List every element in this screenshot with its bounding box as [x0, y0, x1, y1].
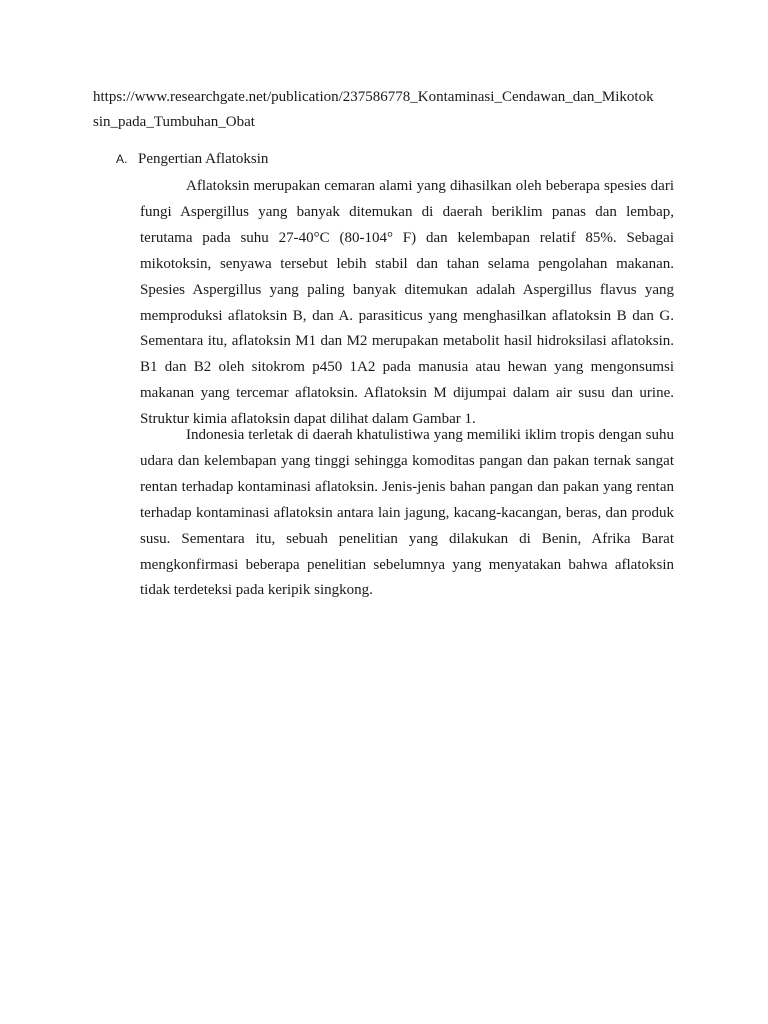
paragraph-indonesia-context: Indonesia terletak di daerah khatulistiwa yang memiliki iklim tropis dengan suhu udara dan kelembapan yang tinggi sehingga komoditas pangan dan pakan ternak sangat rentan terhadap kontaminasi aflatoksin. Jenis-jenis bahan pangan dan pakan yang rentan terhadap kontaminasi aflatoksin antara lain jagung, kacang-kacangan, beras, dan produk susu. Sementara itu, sebuah penelitian yang dilakukan di Benin, Afrika Barat mengkonfirmasi beberapa penelitian sebelumnya yang menyatakan bahwa aflatoksin tidak terdeteksi pada keripik singkong. — [140, 427, 674, 599]
section-title: Pengertian Aflatoksin — [138, 151, 269, 167]
list-marker: A. — [116, 152, 128, 166]
source-url-line-1: https://www.researchgate.net/publication/237586778_Kontaminasi_Cendawan_dan_Mikotok — [93, 89, 654, 105]
paragraph-aflatoksin-definition: Aflatoksin merupakan cemaran alami yang dihasilkan oleh beberapa spesies dari fungi Aspergillus yang banyak ditemukan di daerah beriklim panas dan lembap, terutama pada suhu 27-40°C (80-104° F) dan kelembapan relatif 85%. Sebagai mikotoksin, senyawa tersebut lebih stabil dan tahan selama pengolahan makanan. Spesies Aspergillus yang paling banyak ditemukan adalah Aspergillus flavus yang memproduksi aflatoksin B, dan A. parasiticus yang menghasilkan aflatoksin B dan G. Sementara itu, aflatoksin M1 dan M2 merupakan metabolit hasil hidroksilasi aflatoksin. B1 dan B2 oleh sitokrom p450 1A2 pada manusia atau hewan yang mengonsumsi makanan yang tercemar aflatoksin. Aflatoksin M dijumpai dalam air susu dan urine. Struktur kimia aflatoksin dapat dilihat dalam Gambar 1. — [140, 178, 674, 428]
source-url-line-2: sin_pada_Tumbuhan_Obat — [93, 114, 255, 130]
section-heading — [116, 149, 268, 169]
